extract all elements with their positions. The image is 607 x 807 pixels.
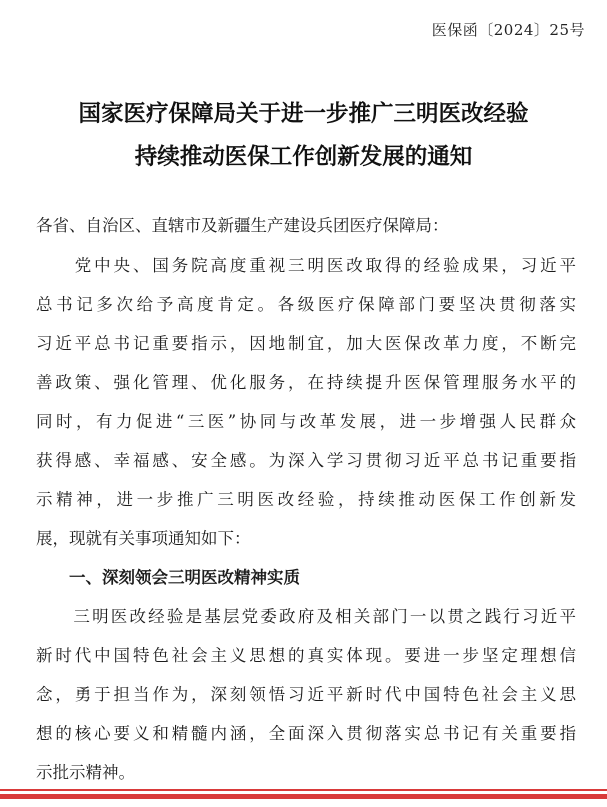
paragraph-line: 获得感、幸福感、安全感。为深入学习贯彻习近平总书记重要指 bbox=[36, 451, 576, 470]
paragraph-line: 念，勇于担当作为，深刻领悟习近平新时代中国特色社会主义思 bbox=[36, 685, 576, 704]
paragraph-line: 想的核心要义和精髓内涵，全面深入贯彻落实总书记有关重要指 bbox=[36, 724, 576, 743]
paragraph-line: 同时，有力促进“三医”协同与改革发展，进一步增强人民群众 bbox=[36, 412, 576, 431]
paragraph-line: 三明医改经验是基层党委政府及相关部门一以贯之践行习近平 bbox=[36, 607, 576, 626]
salutation: 各省、自治区、直辖市及新疆生产建设兵团医疗保障局： bbox=[36, 216, 449, 235]
paragraph-line: 展，现就有关事项通知如下： bbox=[36, 529, 251, 548]
paragraph-line: 示精神，进一步推广三明医改经验，持续推动医保工作创新发 bbox=[36, 490, 576, 509]
section-heading: 一、深刻领会三明医改精神实质 bbox=[36, 568, 300, 587]
paragraph-line: 总书记多次给予高度肯定。各级医疗保障部门要坚决贯彻落实 bbox=[36, 295, 576, 314]
paragraph-line: 新时代中国特色社会主义思想的真实体现。要进一步坚定理想信 bbox=[36, 646, 576, 665]
paragraph-line: 习近平总书记重要指示，因地制宜，加大医保改革力度，不断完 bbox=[36, 334, 576, 353]
red-divider-thick bbox=[0, 794, 607, 799]
paragraph-line: 善政策、强化管理、优化服务，在持续提升医保管理服务水平的 bbox=[36, 373, 576, 392]
document-title-line-2: 持续推动医保工作创新发展的通知 bbox=[134, 144, 473, 170]
paragraph-line: 党中央、国务院高度重视三明医改取得的经验成果，习近平 bbox=[36, 256, 576, 275]
red-divider-thin bbox=[0, 789, 607, 791]
document-number: 医保函〔2024〕25号 bbox=[431, 21, 585, 39]
document-title-line-1: 国家医疗保障局关于进一步推广三明医改经验 bbox=[78, 101, 529, 127]
paragraph-line: 示批示精神。 bbox=[36, 763, 135, 782]
